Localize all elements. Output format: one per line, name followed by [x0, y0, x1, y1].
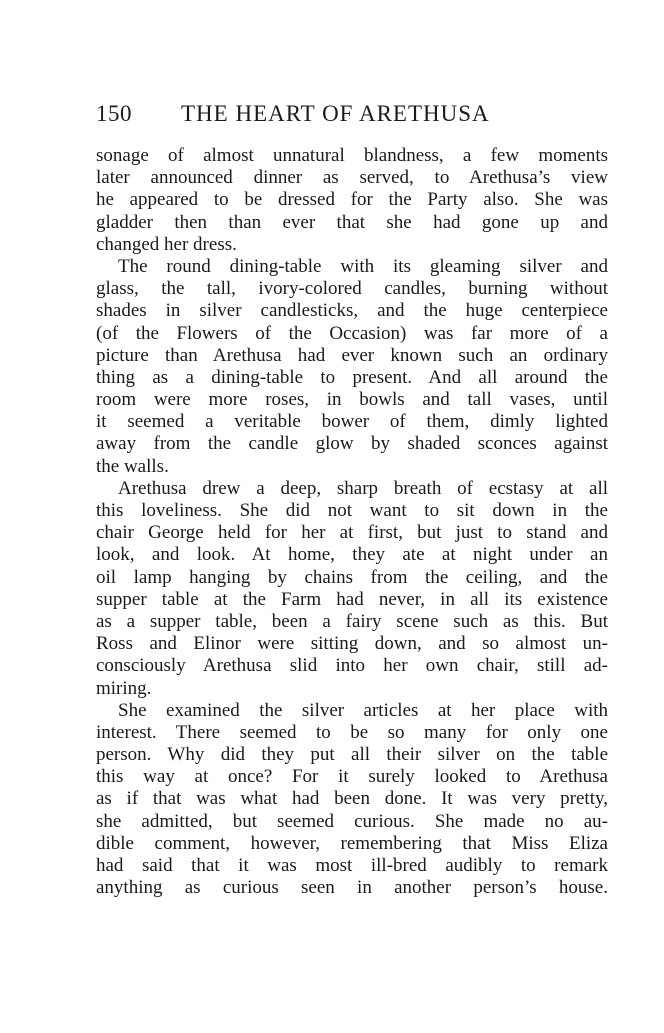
text-line: interest. There seemed to be so many for only one	[96, 721, 608, 743]
text-line: oil lamp hanging by chains from the ceiling, and the	[96, 566, 608, 588]
text-line: thing as a dining-table to present. And all around the	[96, 366, 608, 388]
text-line: person. Why did they put all their silver on the table	[96, 744, 608, 766]
text-line: consciously Arethusa slid into her own chair, still ad-	[96, 655, 608, 677]
text-line: away from the candle glow by shaded sconces against	[96, 433, 608, 455]
text-line: (of the Flowers of the Occasion) was far more of a	[96, 322, 608, 344]
text-line: anything as curious seen in another person’s house.	[96, 877, 608, 899]
text-line: Ross and Elinor were sitting down, and so almost un-	[96, 633, 608, 655]
text-line: supper table at the Farm had never, in all its existence	[96, 588, 608, 610]
text-line: she admitted, but seemed curious. She made no au-	[96, 810, 608, 832]
text-line: Arethusa drew a deep, sharp breath of ecstasy at all	[118, 477, 608, 499]
paragraph	[96, 145, 608, 256]
text-line: had said that it was most ill-bred audibly to remark	[96, 855, 608, 876]
text-line: the walls.	[96, 455, 169, 477]
text-line: miring.	[96, 677, 152, 699]
text-line: it seemed a veritable bower of them, dimly lighted	[96, 411, 608, 433]
paragraph	[96, 700, 608, 900]
text-line: chair George held for her at first, but just to stand and	[96, 522, 608, 544]
text-line: he appeared to be dressed for the Party also. She was	[96, 189, 608, 211]
body-text	[96, 145, 608, 899]
text-line: room were more roses, in bowls and tall vases, until	[96, 389, 608, 411]
text-line: glass, the tall, ivory-colored candles, burning without	[96, 278, 608, 300]
text-line: look, and look. At home, they ate at night under an	[96, 544, 608, 566]
paragraph	[96, 256, 608, 478]
text-line: this way at once? For it surely looked to Arethusa	[96, 766, 608, 788]
text-line: picture than Arethusa had ever known such an ordinary	[96, 344, 608, 366]
text-line: this loveliness. She did not want to sit down in the	[96, 500, 608, 521]
text-line: changed her dress.	[96, 233, 237, 255]
text-line: She examined the silver articles at her place with	[118, 699, 608, 721]
text-line: shades in silver candlesticks, and the huge centerpiece	[96, 300, 608, 322]
text-line: gladder then than ever that she had gone up and	[96, 211, 608, 233]
text-line: as a supper table, been a fairy scene such as this. But	[96, 610, 608, 632]
running-title: THE HEART OF ARETHUSA	[181, 101, 490, 126]
text-line: dible comment, however, remembering that Miss Eliza	[96, 832, 608, 854]
page-number: 150	[96, 101, 132, 126]
text-line: as if that was what had been done. It was very pretty,	[96, 788, 608, 810]
page-header	[96, 101, 608, 137]
text-line: The round dining-table with its gleaming silver and	[118, 255, 608, 277]
text-line: later announced dinner as served, to Arethusa’s view	[96, 167, 608, 189]
paragraph	[96, 478, 608, 700]
text-line: sonage of almost unnatural blandness, a few moments	[96, 145, 608, 166]
